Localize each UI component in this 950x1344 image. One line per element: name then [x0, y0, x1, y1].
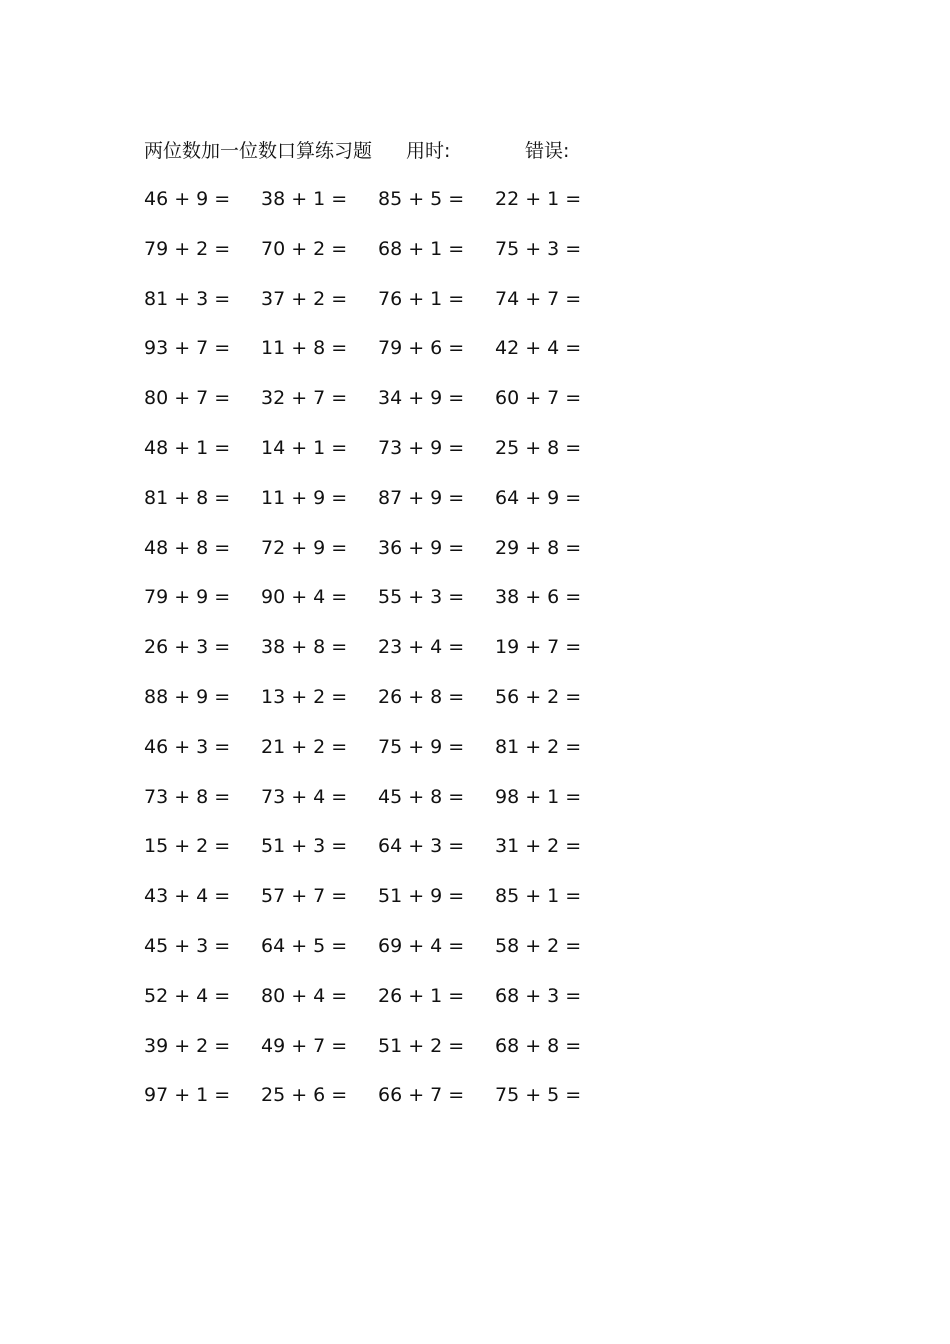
- problem-item: 38 + 8 =: [261, 636, 348, 659]
- problem-item: 45 + 3 =: [144, 934, 231, 957]
- problem-row: [144, 732, 624, 782]
- problem-item: 52 + 4 =: [144, 984, 231, 1007]
- problem-grid: [144, 184, 624, 1130]
- problem-item: 14 + 1 =: [261, 436, 348, 459]
- problem-item: 64 + 9 =: [495, 486, 582, 509]
- problem-item: 26 + 1 =: [378, 984, 465, 1007]
- problem-item: 21 + 2 =: [261, 735, 348, 758]
- problem-item: 39 + 2 =: [144, 1034, 231, 1057]
- problem-row: [144, 931, 624, 981]
- problem-item: 57 + 7 =: [261, 885, 348, 908]
- problem-item: 69 + 4 =: [378, 934, 465, 957]
- problem-item: 98 + 1 =: [495, 785, 582, 808]
- problem-item: 56 + 2 =: [495, 685, 582, 708]
- problem-row: [144, 1080, 624, 1130]
- problem-item: 73 + 4 =: [261, 785, 348, 808]
- problem-row: [144, 184, 624, 234]
- problem-item: 81 + 8 =: [144, 486, 231, 509]
- problem-row: [144, 981, 624, 1031]
- problem-item: 58 + 2 =: [495, 934, 582, 957]
- problem-row: [144, 582, 624, 632]
- problem-item: 22 + 1 =: [495, 188, 582, 210]
- problem-item: 11 + 8 =: [261, 337, 348, 360]
- problem-item: 79 + 2 =: [144, 237, 231, 260]
- problem-item: 51 + 3 =: [261, 835, 348, 858]
- problem-item: 75 + 5 =: [495, 1084, 582, 1107]
- problem-item: 60 + 7 =: [495, 387, 582, 410]
- error-label: 错误:: [525, 140, 570, 162]
- problem-item: 51 + 9 =: [378, 885, 465, 908]
- problem-item: 46 + 3 =: [144, 735, 231, 758]
- problem-row: [144, 881, 624, 931]
- problem-row: [144, 1031, 624, 1081]
- problem-item: 42 + 4 =: [495, 337, 582, 360]
- problem-row: [144, 632, 624, 682]
- problem-item: 38 + 6 =: [495, 586, 582, 609]
- problem-item: 11 + 9 =: [261, 486, 348, 509]
- problem-item: 46 + 9 =: [144, 188, 231, 210]
- problem-item: 72 + 9 =: [261, 536, 348, 559]
- problem-item: 15 + 2 =: [144, 835, 231, 858]
- problem-item: 81 + 2 =: [495, 735, 582, 758]
- problem-row: [144, 383, 624, 433]
- problem-row: [144, 533, 624, 583]
- problem-item: 25 + 6 =: [261, 1084, 348, 1107]
- problem-item: 37 + 2 =: [261, 287, 348, 310]
- problem-item: 73 + 8 =: [144, 785, 231, 808]
- problem-item: 64 + 5 =: [261, 934, 348, 957]
- problem-item: 93 + 7 =: [144, 337, 231, 360]
- problem-item: 55 + 3 =: [378, 586, 465, 609]
- problem-item: 49 + 7 =: [261, 1034, 348, 1057]
- problem-row: [144, 433, 624, 483]
- problem-item: 74 + 7 =: [495, 287, 582, 310]
- problem-item: 64 + 3 =: [378, 835, 465, 858]
- problem-item: 38 + 1 =: [261, 188, 348, 210]
- problem-item: 85 + 1 =: [495, 885, 582, 908]
- worksheet-header: [144, 136, 664, 166]
- problem-row: [144, 682, 624, 732]
- problem-item: 87 + 9 =: [378, 486, 465, 509]
- problem-item: 48 + 8 =: [144, 536, 231, 559]
- problem-item: 34 + 9 =: [378, 387, 465, 410]
- problem-item: 68 + 1 =: [378, 237, 465, 260]
- problem-item: 80 + 4 =: [261, 984, 348, 1007]
- time-label: 用时:: [406, 140, 451, 162]
- problem-item: 90 + 4 =: [261, 586, 348, 609]
- worksheet-title: 两位数加一位数口算练习题: [144, 140, 373, 162]
- problem-item: 75 + 3 =: [495, 237, 582, 260]
- problem-item: 26 + 8 =: [378, 685, 465, 708]
- problem-item: 31 + 2 =: [495, 835, 582, 858]
- problem-item: 97 + 1 =: [144, 1084, 231, 1107]
- problem-item: 80 + 7 =: [144, 387, 231, 410]
- problem-item: 75 + 9 =: [378, 735, 465, 758]
- problem-item: 85 + 5 =: [378, 188, 465, 210]
- problem-item: 26 + 3 =: [144, 636, 231, 659]
- problem-row: [144, 284, 624, 334]
- problem-row: [144, 483, 624, 533]
- problem-item: 79 + 6 =: [378, 337, 465, 360]
- problem-item: 73 + 9 =: [378, 436, 465, 459]
- problem-item: 66 + 7 =: [378, 1084, 465, 1107]
- problem-item: 81 + 3 =: [144, 287, 231, 310]
- problem-item: 88 + 9 =: [144, 685, 231, 708]
- problem-item: 70 + 2 =: [261, 237, 348, 260]
- problem-item: 51 + 2 =: [378, 1034, 465, 1057]
- problem-item: 19 + 7 =: [495, 636, 582, 659]
- problem-item: 45 + 8 =: [378, 785, 465, 808]
- problem-item: 68 + 8 =: [495, 1034, 582, 1057]
- problem-row: [144, 234, 624, 284]
- problem-row: [144, 333, 624, 383]
- problem-row: [144, 831, 624, 881]
- problem-row: [144, 782, 624, 832]
- problem-item: 76 + 1 =: [378, 287, 465, 310]
- problem-item: 32 + 7 =: [261, 387, 348, 410]
- problem-item: 29 + 8 =: [495, 536, 582, 559]
- problem-item: 68 + 3 =: [495, 984, 582, 1007]
- problem-item: 79 + 9 =: [144, 586, 231, 609]
- problem-item: 23 + 4 =: [378, 636, 465, 659]
- problem-item: 48 + 1 =: [144, 436, 231, 459]
- problem-item: 36 + 9 =: [378, 536, 465, 559]
- problem-item: 25 + 8 =: [495, 436, 582, 459]
- problem-item: 13 + 2 =: [261, 685, 348, 708]
- problem-item: 43 + 4 =: [144, 885, 231, 908]
